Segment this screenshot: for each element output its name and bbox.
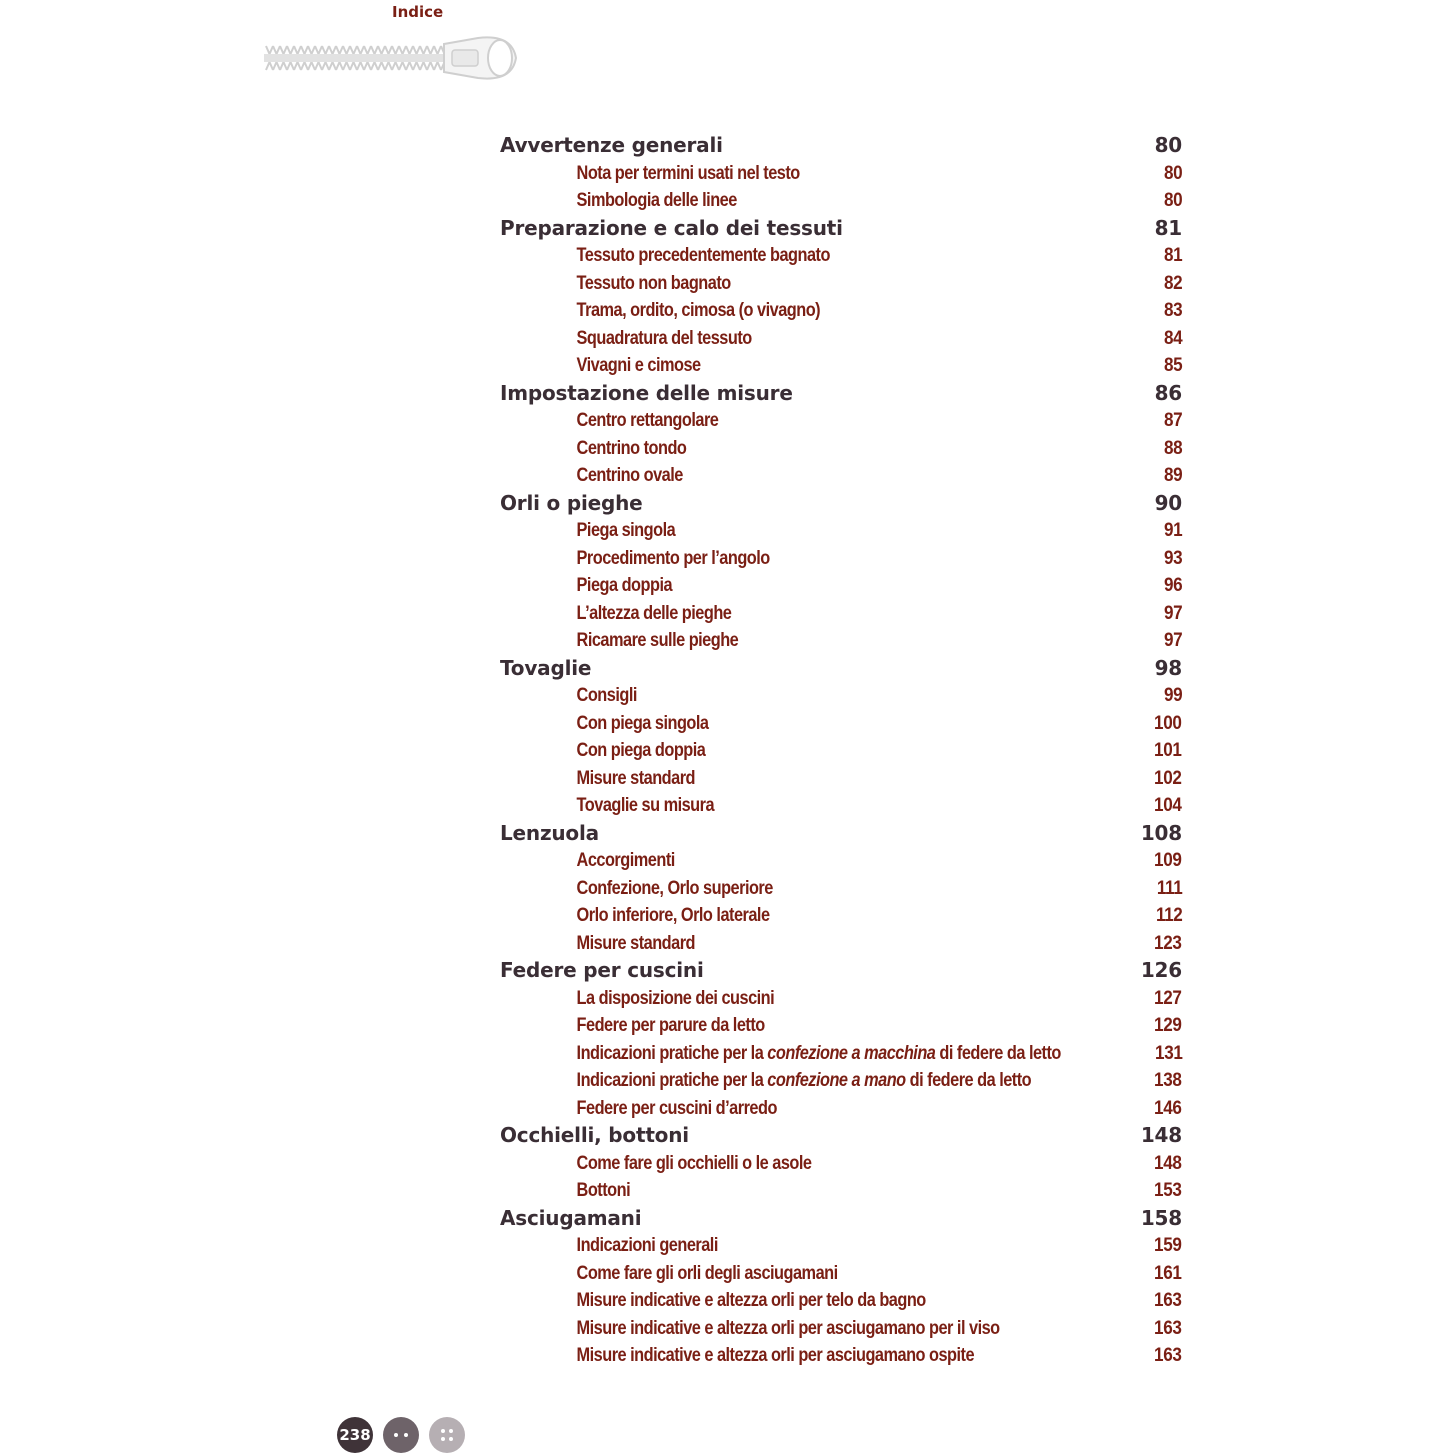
toc-page-number: 86 xyxy=(1154,380,1182,405)
toc-page-number: 98 xyxy=(1154,655,1182,680)
toc-page-number: 102 xyxy=(1154,767,1182,789)
toc-entry-text: Indicazioni pratiche per la xyxy=(576,1070,768,1091)
toc-page-number: 163 xyxy=(1154,1290,1182,1311)
toc-entry-row xyxy=(500,1287,1182,1315)
toc-entry-title: Orlo inferiore, Orlo laterale xyxy=(576,905,770,926)
toc-entry-title: Piega doppia xyxy=(576,575,673,596)
toc-entry-row xyxy=(500,407,1182,435)
toc-entry-title: Piega singola xyxy=(576,520,676,541)
toc-section-title: Orli o pieghe xyxy=(500,490,643,515)
toc-entry-row xyxy=(500,352,1182,380)
toc-entry-row xyxy=(500,572,1182,600)
toc-entry-title: Con piega singola xyxy=(576,712,709,734)
toc-page-number: 96 xyxy=(1163,575,1182,596)
toc-entry-row xyxy=(500,187,1182,215)
toc-entry-title: Come fare gli orli degli asciugamani xyxy=(576,1262,838,1284)
toc-entry-row xyxy=(500,1012,1182,1040)
toc-section-row xyxy=(500,215,1182,243)
toc-page-number: 146 xyxy=(1154,1097,1182,1119)
toc-entry-text: Indicazioni pratiche per la xyxy=(576,1042,768,1064)
toc-entry-title: Centro rettangolare xyxy=(576,410,719,431)
toc-entry-row xyxy=(500,1260,1182,1288)
toc-entry-title: Misure indicative e altezza orli per telo da bagno xyxy=(576,1290,926,1311)
toc-page-number: 163 xyxy=(1154,1317,1182,1339)
toc-entry-row xyxy=(500,792,1182,820)
toc-page-number: 108 xyxy=(1140,820,1182,845)
toc-page-number: 101 xyxy=(1154,740,1182,761)
toc-page-number: 82 xyxy=(1163,272,1182,294)
toc-entry-title: Squadratura del tessuto xyxy=(576,327,752,349)
toc-entry-row xyxy=(500,517,1182,545)
toc-page-number: 81 xyxy=(1154,215,1182,240)
toc-section-row xyxy=(500,490,1182,518)
toc-entry-title: Trama, ordito, cimosa (o vivagno) xyxy=(576,300,821,321)
toc-entry-title: Procedimento per l’angolo xyxy=(576,547,770,569)
toc-entry-title xyxy=(500,1067,1031,1095)
toc-page-number: 161 xyxy=(1154,1262,1182,1284)
toc-page-number: 89 xyxy=(1163,465,1182,486)
toc-entry-row xyxy=(500,297,1182,325)
toc-section-row xyxy=(500,957,1182,985)
toc-entry-title: Centrino ovale xyxy=(576,465,683,486)
toc-page-number: 112 xyxy=(1155,905,1182,926)
toc-entry-row xyxy=(500,270,1182,298)
toc-page-number: 85 xyxy=(1163,355,1182,376)
toc-entry-row xyxy=(500,930,1182,958)
toc-page-number: 159 xyxy=(1154,1235,1182,1256)
toc-entry-title: Centrino tondo xyxy=(576,437,687,459)
toc-page-number: 123 xyxy=(1154,932,1182,954)
toc-entry-row xyxy=(500,462,1182,490)
toc-entry-row xyxy=(500,682,1182,710)
toc-page-number: 97 xyxy=(1163,630,1182,651)
toc-section-row xyxy=(500,1205,1182,1233)
toc-entry-row xyxy=(500,600,1182,628)
toc-entry-title: Ricamare sulle pieghe xyxy=(576,630,739,651)
toc-entry-title: Tessuto non bagnato xyxy=(576,272,731,294)
toc-entry-row xyxy=(500,627,1182,655)
toc-entry-title: Misure indicative e altezza orli per asciugamano per il viso xyxy=(576,1317,1000,1339)
toc-page-number: 80 xyxy=(1163,190,1182,211)
toc-entry-title: Confezione, Orlo superiore xyxy=(576,877,773,899)
toc-page-number: 81 xyxy=(1163,245,1182,266)
toc-page-number: 99 xyxy=(1163,685,1182,706)
toc-page-number: 80 xyxy=(1163,162,1182,184)
toc-entry-row xyxy=(500,160,1182,188)
toc-page-number: 158 xyxy=(1140,1205,1182,1230)
toc-entry-title xyxy=(500,1040,1061,1068)
toc-section-row xyxy=(500,655,1182,683)
toc-page-number: 109 xyxy=(1154,850,1182,871)
toc-entry-emphasis: confezione a mano xyxy=(767,1070,906,1091)
toc-entry-row xyxy=(500,985,1182,1013)
toc-entry-row xyxy=(500,1150,1182,1178)
toc-entry-title: Tovaglie su misura xyxy=(576,795,715,816)
toc-entry-row xyxy=(500,710,1182,738)
four-dots-icon xyxy=(429,1417,465,1453)
toc-entry-title: Vivagni e cimose xyxy=(576,355,701,376)
toc-entry-title: Misure standard xyxy=(576,932,696,954)
toc-entry-row xyxy=(500,1315,1182,1343)
toc-entry-row xyxy=(500,902,1182,930)
toc-entry-title: Federe per parure da letto xyxy=(576,1015,765,1036)
toc-entry-row xyxy=(500,1067,1182,1095)
toc-page-number: 131 xyxy=(1155,1042,1183,1064)
toc-entry-row xyxy=(500,765,1182,793)
toc-page-number: 148 xyxy=(1154,1152,1182,1174)
toc-entry-title: Con piega doppia xyxy=(576,740,706,761)
toc-page-number: 111 xyxy=(1156,877,1182,899)
toc-page-number: 91 xyxy=(1163,520,1182,541)
toc-page-number: 93 xyxy=(1163,547,1182,569)
toc-section-row xyxy=(500,380,1182,408)
toc-page-number: 104 xyxy=(1154,795,1182,816)
toc-entry-row xyxy=(500,325,1182,353)
toc-page-number: 90 xyxy=(1154,490,1182,515)
toc-entry-row xyxy=(500,1177,1182,1205)
toc-page-number: 100 xyxy=(1154,712,1182,734)
page-header-title: Indice xyxy=(392,3,444,21)
toc-section-row xyxy=(500,132,1182,160)
toc-entry-row xyxy=(500,1040,1182,1068)
toc-page-number: 97 xyxy=(1163,602,1182,624)
toc-entry-title: Misure indicative e altezza orli per asciugamano ospite xyxy=(576,1345,975,1366)
toc-page-number: 127 xyxy=(1154,987,1182,1009)
page-footer xyxy=(337,1417,465,1453)
toc-entry-row xyxy=(500,1095,1182,1123)
zipper-icon xyxy=(262,32,522,84)
toc-section-title: Tovaglie xyxy=(500,655,592,680)
toc-section-title: Preparazione e calo dei tessuti xyxy=(500,215,843,240)
toc-section-title: Lenzuola xyxy=(500,820,599,845)
toc-entry-title: Simbologia delle linee xyxy=(576,190,737,211)
toc-entry-emphasis: confezione a macchina xyxy=(767,1042,936,1064)
toc-page-number: 129 xyxy=(1154,1015,1182,1036)
toc-entry-title: Federe per cuscini d’arredo xyxy=(576,1097,777,1119)
toc-section-title: Avvertenze generali xyxy=(500,133,723,157)
page-number-badge: 238 xyxy=(337,1417,373,1453)
toc-entry-row xyxy=(500,1232,1182,1260)
toc-entry-title: La disposizione dei cuscini xyxy=(576,987,775,1009)
toc-page-number: 148 xyxy=(1140,1123,1182,1147)
toc-section-row xyxy=(500,820,1182,848)
toc-entry-text: di federe da letto xyxy=(905,1070,1032,1091)
toc-entry-title: Indicazioni generali xyxy=(576,1235,718,1256)
toc-entry-row xyxy=(500,875,1182,903)
toc-entry-row xyxy=(500,242,1182,270)
toc-page-number: 80 xyxy=(1154,133,1182,157)
toc-entry-row xyxy=(500,737,1182,765)
toc-entry-title: Consigli xyxy=(576,685,637,706)
toc-section-title: Impostazione delle misure xyxy=(500,380,793,405)
toc-page-number: 163 xyxy=(1154,1345,1182,1366)
toc-page-number: 83 xyxy=(1163,300,1182,321)
toc-section-title: Federe per cuscini xyxy=(500,958,704,982)
table-of-contents xyxy=(500,132,1182,1370)
toc-entry-title: Bottoni xyxy=(576,1180,631,1201)
two-dots-icon xyxy=(383,1417,419,1453)
toc-page-number: 87 xyxy=(1163,410,1182,431)
toc-section-title: Occhielli, bottoni xyxy=(500,1123,689,1147)
toc-entry-text: di federe da letto xyxy=(935,1042,1061,1064)
toc-page-number: 138 xyxy=(1154,1070,1182,1091)
toc-entry-title: Tessuto precedentemente bagnato xyxy=(576,245,830,266)
toc-entry-row xyxy=(500,847,1182,875)
toc-section-row xyxy=(500,1122,1182,1150)
toc-entry-row xyxy=(500,545,1182,573)
toc-entry-title: Misure standard xyxy=(576,767,696,789)
toc-entry-row xyxy=(500,435,1182,463)
toc-entry-title: Accorgimenti xyxy=(576,850,675,871)
toc-page-number: 84 xyxy=(1163,327,1182,349)
toc-entry-title: L’altezza delle pieghe xyxy=(576,602,732,624)
toc-page-number: 126 xyxy=(1140,958,1182,982)
toc-section-title: Asciugamani xyxy=(500,1205,642,1230)
toc-entry-row xyxy=(500,1342,1182,1370)
toc-page-number: 88 xyxy=(1163,437,1182,459)
toc-entry-title: Nota per termini usati nel testo xyxy=(576,162,800,184)
toc-page-number: 153 xyxy=(1154,1180,1182,1201)
toc-entry-title: Come fare gli occhielli o le asole xyxy=(576,1152,812,1174)
